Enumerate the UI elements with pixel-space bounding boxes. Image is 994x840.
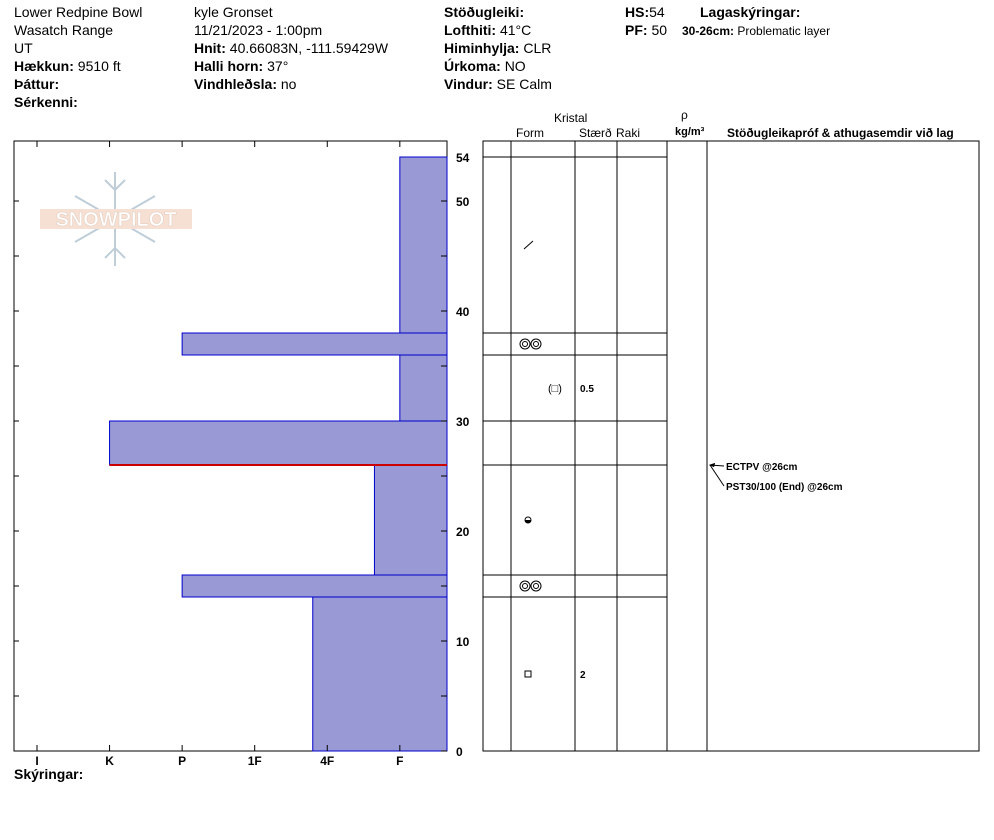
test-arrow [709,463,715,467]
depth-tick-label: 54 [456,151,470,165]
crystal-decomposing [524,241,533,249]
coords-value: 40.66083N, -111.59429W [229,40,389,56]
crystal-size: 2 [580,670,586,681]
pf-value: 50 [651,22,668,38]
depth-tick-label: 50 [456,195,470,209]
hardness-tick-label: I [35,754,39,768]
pf-label: PF: [625,22,648,38]
depth-tick-label: 30 [456,415,470,429]
hardness-tick-label: P [178,754,187,768]
hardness-tick-label: 4F [320,754,335,768]
datetime: 11/21/2023 - 1:00pm [194,22,323,38]
mountain-range: Wasatch Range [14,22,114,38]
crystal-rounded [520,339,541,349]
wind-label: Vindur: [444,76,493,92]
hardness-bar-4 [400,355,447,421]
moisture-header: Raki [616,126,641,140]
depth-tick-label: 0 [456,745,463,759]
test-pointer [710,465,724,486]
notes-label: Skýringar: [14,766,84,782]
form-header: Form [516,126,544,140]
crystal-table [483,141,979,751]
hardness-bar-5 [182,333,447,355]
depth-tick-label: 40 [456,305,470,319]
slope-value: 37° [267,58,289,74]
hardness-tick-label: F [396,754,404,768]
legend-text: Problematic layer [737,24,831,38]
features-label: Sérkenni: [14,94,78,110]
location: Lower Redpine Bowl [14,4,143,20]
crystal-rounded [520,581,541,591]
wind-loading-value: no [280,76,297,92]
elevation-value: 9510 ft [77,58,121,74]
rho-header: ρ [681,108,688,122]
legend-range: 30-26cm: [682,24,735,38]
stability-test-0: ECTPV @26cm [726,462,798,473]
kristal-header: Kristal [554,111,588,125]
sky-value: CLR [523,40,552,56]
size-header: Stærð [579,126,612,140]
snowpilot-logo [40,172,192,266]
state: UT [14,40,33,56]
svg-text:(□): (□) [548,383,562,395]
hardness-tick-label: K [105,754,114,768]
tests-header: Stöðugleikapróf & athugasemdir við lag [727,126,954,140]
air-temp-value: 41°C [499,22,532,38]
depth-tick-label: 20 [456,525,470,539]
logo-text: SNOWPILOT [55,209,177,231]
crystal-faceted [525,671,531,677]
hardness-bar-6 [400,157,447,333]
hardness-tick-label: 1F [247,754,262,768]
coords-label: Hnit: [194,40,226,56]
air-temp-label: Lofthiti: [444,22,497,38]
wind-loading-label: Vindhleðsla: [194,76,277,92]
legend-label: Lagaskýringar: [700,4,801,20]
hardness-bar-2 [374,465,447,575]
hardness-bar-3 [110,421,447,465]
sky-label: Himinhylja: [444,40,520,56]
crystal-depth-hoar-mixed [525,517,531,523]
hs-value: 54 [649,4,665,20]
aspect-label: Þáttur: [14,76,60,92]
stability-test-1: PST30/100 (End) @26cm [726,482,843,493]
hardness-bar-0 [313,597,447,751]
slope-label: Halli horn: [194,58,264,74]
crystal-size: 0.5 [580,384,594,395]
density-unit: kg/m³ [675,126,705,138]
observer: kyle Gronset [194,4,273,20]
wind-value: SE Calm [496,76,552,92]
precip-label: Úrkoma: [444,58,501,74]
hardness-bar-1 [182,575,447,597]
elevation-label: Hækkun: [14,58,74,74]
crystal-faceted-bracketed [548,383,562,395]
depth-tick-label: 10 [456,635,470,649]
hardness-bars [110,157,447,751]
hs-label: HS: [625,4,650,20]
stability-label: Stöðugleiki: [444,4,525,20]
precip-value: NO [504,58,526,74]
